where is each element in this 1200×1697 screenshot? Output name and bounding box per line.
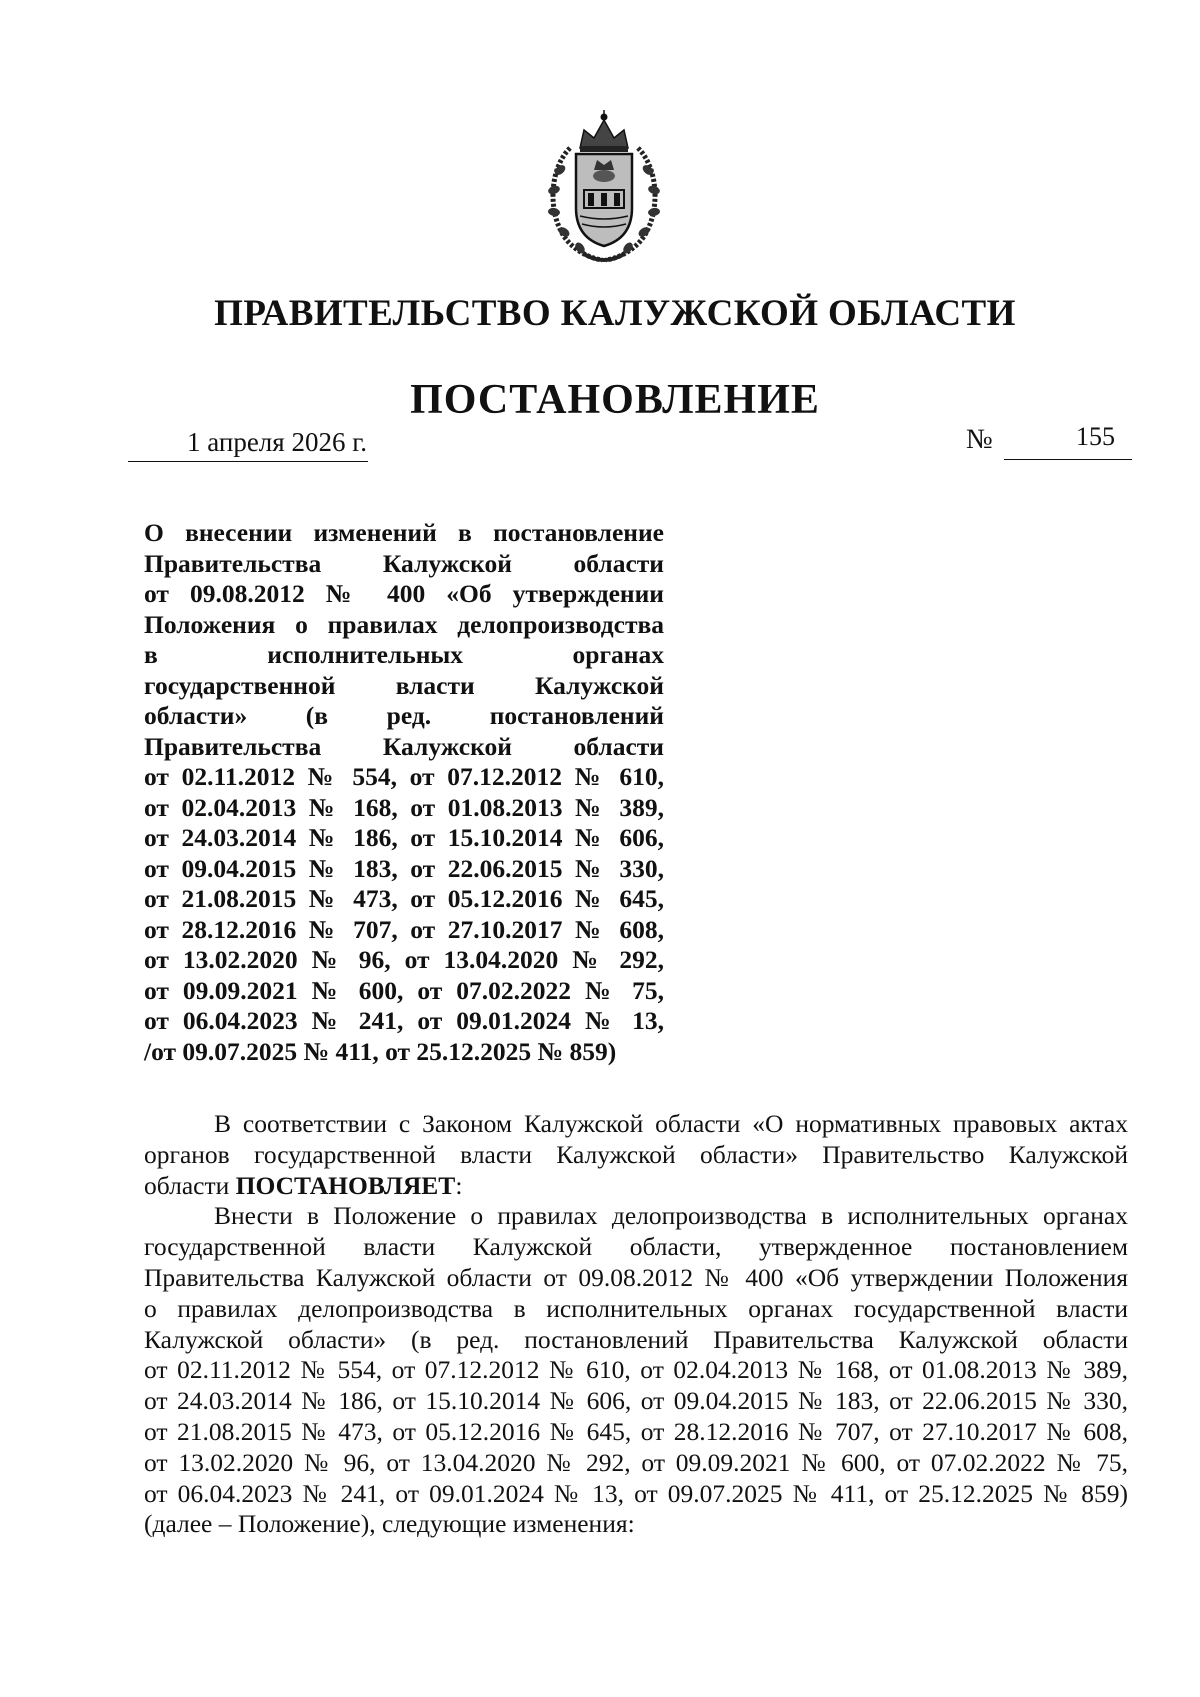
- body-line: В соответствии с Законом Калужской области «О нормативных правовых актах: [214, 1109, 1128, 1138]
- document-subject: [144, 518, 664, 1067]
- document-date: 1 апреля 2026 г.: [187, 427, 367, 457]
- government-title: ПРАВИТЕЛЬСТВО КАЛУЖСКОЙ ОБЛАСТИ: [214, 293, 1016, 334]
- subject-line: от 28.12.2016 № 707, от 27.10.2017 № 608,: [144, 914, 664, 944]
- subject-line: государственной власти Калужской: [144, 670, 664, 700]
- body-line: (далее – Положение), следующие изменения:: [144, 1509, 635, 1539]
- body-line: от 24.03.2014 № 186, от 15.10.2014 № 606, от 09.04.2015 № 183, от 22.06.2015 № 330,: [144, 1386, 1128, 1416]
- subject-line: Правительства Калужской области: [144, 731, 664, 761]
- number-sign: №: [966, 424, 993, 455]
- body-line: о правилах делопроизводства в исполнительных органах государственной власти: [144, 1293, 1128, 1323]
- subject-line: от 13.02.2020 № 96, от 13.04.2020 № 292,: [144, 945, 664, 974]
- subject-line: от 09.08.2012 № 400 «Об утверждении: [144, 579, 664, 608]
- body-line: от 13.02.2020 № 96, от 13.04.2020 № 292, от 09.09.2021 № 600, от 07.02.2022 № 75,: [144, 1447, 1128, 1477]
- decree-keyword: ПОСТАНОВЛЯЕТ: [235, 1170, 456, 1200]
- subject-line: от 21.08.2015 № 473, от 05.12.2016 № 645,: [144, 884, 664, 913]
- subject-line: от 06.04.2023 № 241, от 09.01.2024 № 13,: [144, 1006, 664, 1035]
- body-line: Калужской области» (в ред. постановлений Правительства Калужской области: [144, 1324, 1128, 1354]
- coat-of-arms-icon: [540, 108, 668, 266]
- subject-line: от 09.09.2021 № 600, от 07.02.2022 № 75,: [144, 975, 664, 1005]
- subject-line: /от 09.07.2025 № 411, от 25.12.2025 № 859): [144, 1036, 617, 1066]
- document-date-field: [128, 425, 368, 462]
- body-line: Внести в Положение о правилах делопроизводства в исполнительных органах: [214, 1201, 1128, 1231]
- body-line: от 21.08.2015 № 473, от 05.12.2016 № 645, от 28.12.2016 № 707, от 27.10.2017 № 608,: [144, 1416, 1128, 1446]
- subject-line: Положения о правилах делопроизводства: [144, 609, 664, 639]
- body-line: органов государственной власти Калужской области» Правительство Калужской: [144, 1139, 1128, 1169]
- subject-line: от 02.11.2012 № 554, от 07.12.2012 № 610,: [144, 762, 664, 791]
- document-type: ПОСТАНОВЛЕНИЕ: [410, 377, 820, 423]
- subject-line: от 02.04.2013 № 168, от 01.08.2013 № 389,: [144, 792, 664, 822]
- subject-line: от 09.04.2015 № 183, от 22.06.2015 № 330,: [144, 853, 664, 883]
- body-line: государственной власти Калужской области, утвержденное постановлением: [144, 1232, 1128, 1262]
- subject-line: в исполнительных органах: [144, 640, 664, 669]
- document-number: 155: [1076, 422, 1115, 451]
- body-line: от 06.04.2023 № 241, от 09.01.2024 № 13, от 09.07.2025 № 411, от 25.12.2025 № 859): [144, 1478, 1128, 1508]
- body-line-punct: :: [455, 1170, 463, 1200]
- document-number-field: [1004, 422, 1132, 460]
- body-line-text: области: [144, 1170, 236, 1200]
- document-body: [144, 1109, 1128, 1540]
- subject-line: области» (в ред. постановлений: [144, 701, 664, 730]
- body-line: Правительства Калужской области от 09.08.2012 № 400 «Об утверждении Положения: [144, 1262, 1128, 1292]
- body-line: [144, 1171, 1128, 1202]
- subject-line: Правительства Калужской области: [144, 548, 664, 578]
- subject-line: от 24.03.2014 № 186, от 15.10.2014 № 606,: [144, 823, 664, 852]
- body-line: от 02.11.2012 № 554, от 07.12.2012 № 610, от 02.04.2013 № 168, от 01.08.2013 № 389,: [144, 1355, 1128, 1385]
- subject-line: О внесении изменений в постановление: [144, 518, 664, 547]
